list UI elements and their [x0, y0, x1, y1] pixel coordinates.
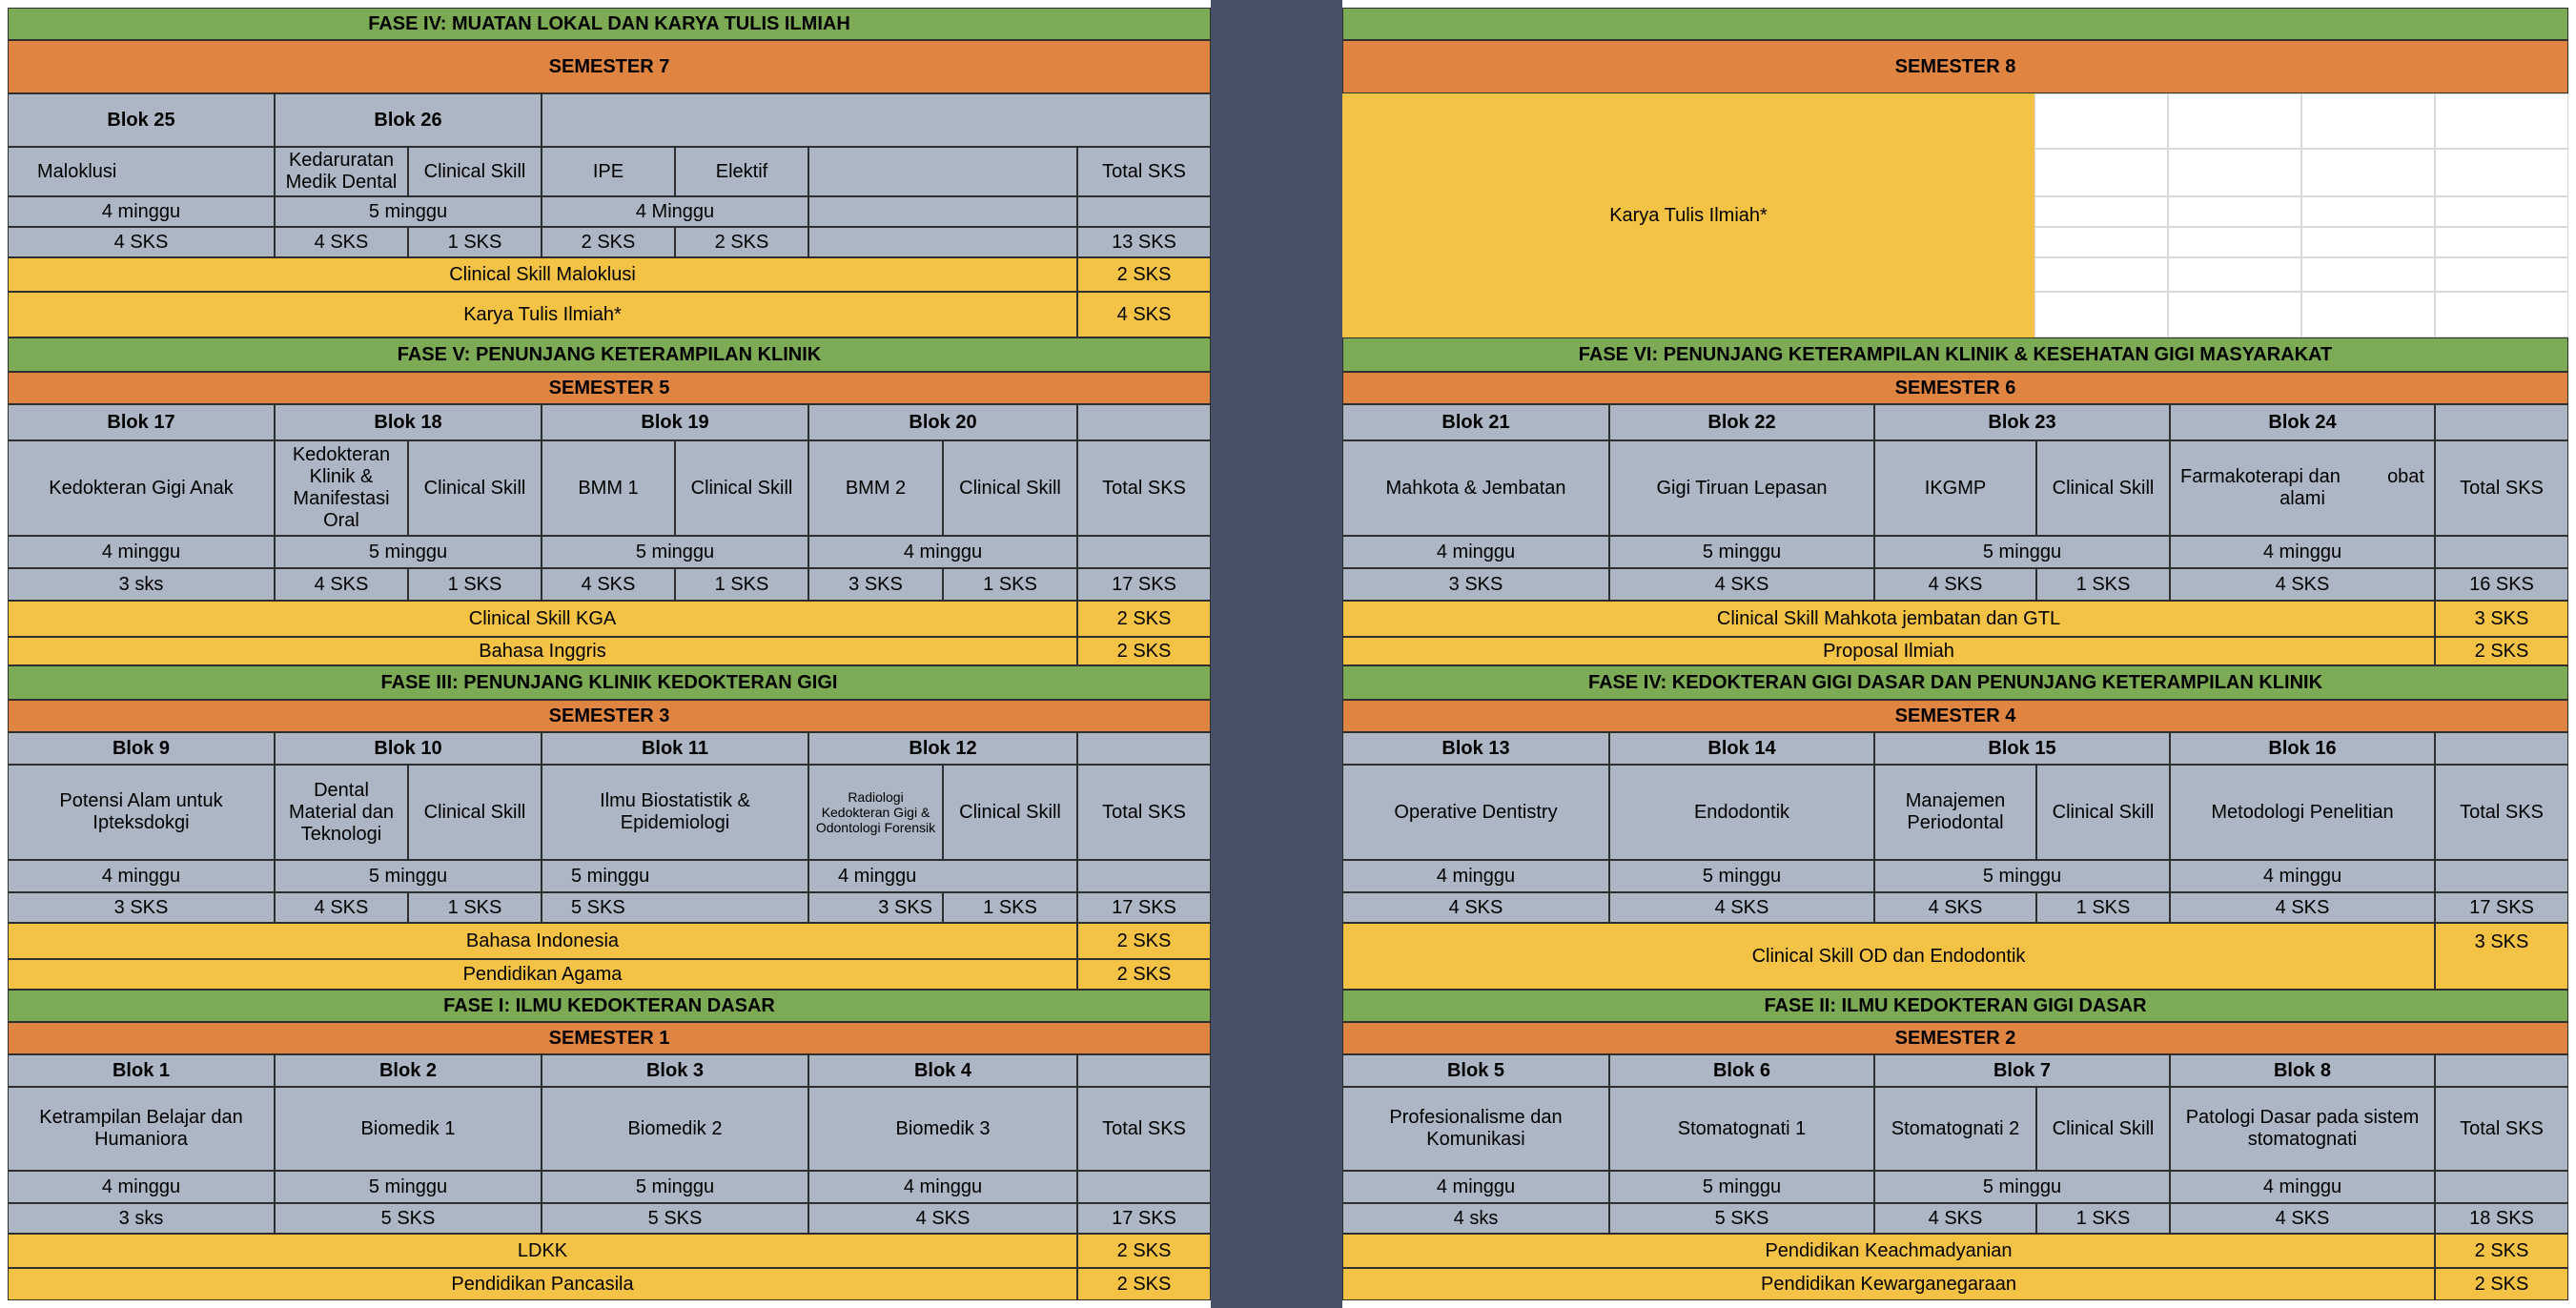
semester-header: SEMESTER 6 — [1342, 372, 2568, 404]
sks-cell: 4 SKS — [1609, 568, 1874, 601]
extra-course: Pendidikan Keachmadyanian — [1342, 1234, 2435, 1268]
week-cell: 4 minggu — [1342, 536, 1609, 568]
sks-total: 16 SKS — [2435, 568, 2568, 601]
week-cell-empty — [808, 196, 1077, 227]
course-cell: Mahkota & Jembatan — [1342, 440, 1609, 536]
sks-cell: 2 SKS — [542, 227, 675, 257]
course-cell: Clinical Skill — [408, 765, 542, 860]
sks-cell: 3 sks — [8, 1203, 275, 1234]
extra-course: Clinical Skill OD dan Endodontik — [1342, 923, 2435, 990]
empty-cell — [2301, 227, 2435, 257]
semester-header: SEMESTER 1 — [8, 1022, 1211, 1054]
block-header: Blok 14 — [1609, 732, 1874, 765]
phase-header: FASE V: PENUNJANG KETERAMPILAN KLINIK — [8, 337, 1211, 372]
week-cell: 5 minggu — [275, 196, 542, 227]
course-cell: BMM 2 — [808, 440, 943, 536]
block-header: Blok 17 — [8, 404, 275, 440]
empty-cell — [2301, 257, 2435, 292]
week-cell: 4 minggu — [1342, 1171, 1609, 1203]
week-cell: 4 minggu — [2170, 1171, 2435, 1203]
sks-cell: 1 SKS — [408, 227, 542, 257]
week-cell: 4 Minggu — [542, 196, 808, 227]
empty-cell — [2168, 93, 2301, 149]
course-cell: Biomedik 1 — [275, 1087, 542, 1171]
week-cell: 5 minggu — [1874, 860, 2170, 892]
course-text: Farmakoterapi dan — [2180, 466, 2341, 487]
course-cell — [2170, 440, 2435, 536]
extra-course: Pendidikan Agama — [8, 959, 1077, 990]
week-cell: 4 minggu — [808, 1171, 1077, 1203]
semester-header: SEMESTER 3 — [8, 700, 1211, 732]
week-cell-empty — [1077, 536, 1211, 568]
block-header: Blok 7 — [1874, 1054, 2170, 1087]
sks-total: 17 SKS — [1077, 568, 1211, 601]
course-cell: Kedaruratan Medik Dental — [275, 147, 408, 196]
sks-cell: 3 SKS — [8, 892, 275, 923]
sks-cell: 4 SKS — [2170, 892, 2435, 923]
week-cell-empty — [1077, 196, 1211, 227]
empty-cell — [2435, 149, 2568, 196]
phase-header-empty — [1342, 8, 2568, 40]
extra-sks: 2 SKS — [1077, 637, 1211, 665]
block-header: Blok 13 — [1342, 732, 1609, 765]
block-header: Blok 9 — [8, 732, 275, 765]
week-cell-empty — [2435, 860, 2568, 892]
empty-cell — [2301, 196, 2435, 227]
block-header: Blok 26 — [275, 93, 542, 147]
total-header: Total SKS — [1077, 147, 1211, 196]
course-cell: Dental Material dan Teknologi — [275, 765, 408, 860]
phase-header: FASE VI: PENUNJANG KETERAMPILAN KLINIK & KESEHATAN GIGI MASYARAKAT — [1342, 337, 2568, 372]
block-header: Blok 3 — [542, 1054, 808, 1087]
empty-cell — [2034, 227, 2168, 257]
week-cell: 5 minggu — [1609, 1171, 1874, 1203]
course-text: obat — [2387, 466, 2424, 487]
course-cell: IPE — [542, 147, 675, 196]
course-cell: Patologi Dasar pada sistem stomatognati — [2170, 1087, 2435, 1171]
week-cell: 4 minggu — [2170, 536, 2435, 568]
sks-cell: 4 SKS — [808, 1203, 1077, 1234]
week-cell: 4 minggu — [8, 536, 275, 568]
sks-cell: 4 SKS — [2170, 568, 2435, 601]
empty-cell — [2034, 196, 2168, 227]
sks-cell: 4 SKS — [2170, 1203, 2435, 1234]
week-cell: 4 minggu — [8, 196, 275, 227]
empty-cell — [2435, 292, 2568, 337]
empty-cell — [2168, 257, 2301, 292]
sks-cell: 4 SKS — [542, 568, 675, 601]
course-cell: Clinical Skill — [675, 440, 808, 536]
block-header: Blok 23 — [1874, 404, 2170, 440]
course-cell: Ilmu Biostatistik & Epidemiologi — [542, 765, 808, 860]
sks-cell: 5 SKS — [275, 1203, 542, 1234]
sks-cell-empty — [808, 227, 1077, 257]
sks-cell: 4 SKS — [1342, 892, 1609, 923]
block-header: Blok 6 — [1609, 1054, 1874, 1087]
block-header: Blok 4 — [808, 1054, 1077, 1087]
total-header: Total SKS — [2435, 1087, 2568, 1171]
week-cell: 5 minggu — [542, 536, 808, 568]
sks-cell: 3 SKS — [1342, 568, 1609, 601]
semester-header: SEMESTER 7 — [8, 40, 1211, 93]
empty-cell — [2301, 292, 2435, 337]
extra-sks: 2 SKS — [1077, 923, 1211, 959]
phase-header: FASE I: ILMU KEDOKTERAN DASAR — [8, 990, 1211, 1022]
course-cell: Clinical Skill — [943, 765, 1077, 860]
semester-header: SEMESTER 2 — [1342, 1022, 2568, 1054]
week-cell-empty — [1077, 1171, 1211, 1203]
course-cell: Manajemen Periodontal — [1874, 765, 2036, 860]
sks-total: 17 SKS — [1077, 1203, 1211, 1234]
week-cell: 4 minggu — [2170, 860, 2435, 892]
course-cell: Biomedik 2 — [542, 1087, 808, 1171]
empty-cell — [2168, 149, 2301, 196]
block-header-empty — [2435, 404, 2568, 440]
empty-cell — [2168, 292, 2301, 337]
block-header: Blok 5 — [1342, 1054, 1609, 1087]
total-header: Total SKS — [2435, 765, 2568, 860]
week-cell: 5 minggu — [275, 860, 542, 892]
block-header: Blok 16 — [2170, 732, 2435, 765]
extra-course: LDKK — [8, 1234, 1077, 1268]
week-cell: 5 minggu — [1874, 1171, 2170, 1203]
block-header: Blok 12 — [808, 732, 1077, 765]
course-cell-empty — [808, 147, 1077, 196]
extra-course: Pendidikan Pancasila — [8, 1268, 1077, 1300]
block-header: Blok 11 — [542, 732, 808, 765]
week-cell-empty — [1077, 860, 1211, 892]
block-header: Blok 22 — [1609, 404, 1874, 440]
sks-cell: 1 SKS — [943, 892, 1077, 923]
block-header: Blok 24 — [2170, 404, 2435, 440]
week-cell: 5 minggu — [542, 1171, 808, 1203]
sks-cell: 5 SKS — [542, 892, 808, 923]
course-cell: Elektif — [675, 147, 808, 196]
course-cell: Potensi Alam untuk Ipteksdokgi — [8, 765, 275, 860]
extra-sks: 3 SKS — [2435, 601, 2568, 637]
sks-cell: 4 SKS — [275, 227, 408, 257]
sks-cell: 1 SKS — [408, 568, 542, 601]
empty-cell — [2034, 257, 2168, 292]
sks-cell: 4 SKS — [1874, 1203, 2036, 1234]
course-cell: Ketrampilan Belajar dan Humaniora — [8, 1087, 275, 1171]
empty-cell — [2301, 149, 2435, 196]
course-cell: Clinical Skill — [408, 440, 542, 536]
extra-sks: 2 SKS — [1077, 257, 1211, 292]
block-header: Blok 10 — [275, 732, 542, 765]
course-cell: Stomatognati 1 — [1609, 1087, 1874, 1171]
extra-sks: 3 SKS — [2435, 923, 2568, 990]
extra-sks: 2 SKS — [2435, 1268, 2568, 1300]
week-cell: 5 minggu — [1609, 536, 1874, 568]
empty-cell — [2435, 257, 2568, 292]
total-header: Total SKS — [2435, 440, 2568, 536]
block-header-empty — [2435, 1054, 2568, 1087]
course-cell: Biomedik 3 — [808, 1087, 1077, 1171]
empty-cell — [2435, 227, 2568, 257]
sks-total: 17 SKS — [2435, 892, 2568, 923]
course-cell: IKGMP — [1874, 440, 2036, 536]
total-header: Total SKS — [1077, 440, 1211, 536]
course-cell: Metodologi Penelitian — [2170, 765, 2435, 860]
sks-cell: 1 SKS — [2036, 892, 2170, 923]
sks-cell: 4 sks — [1342, 1203, 1609, 1234]
block-header: Blok 25 — [8, 93, 275, 147]
center-divider — [1211, 0, 1342, 1308]
week-cell: 4 minggu — [808, 860, 1077, 892]
course-cell: Radiologi Kedokteran Gigi & Odontologi Forensik — [808, 765, 943, 860]
sks-total: 17 SKS — [1077, 892, 1211, 923]
course-cell: Kedokteran Klinik & Manifestasi Oral — [275, 440, 408, 536]
block-header-empty — [1077, 1054, 1211, 1087]
sks-cell: 1 SKS — [943, 568, 1077, 601]
week-cell: 4 minggu — [808, 536, 1077, 568]
sks-cell: 1 SKS — [408, 892, 542, 923]
extra-sks: 2 SKS — [1077, 1234, 1211, 1268]
semester-header: SEMESTER 5 — [8, 372, 1211, 404]
block-header: Blok 18 — [275, 404, 542, 440]
week-cell: 5 minggu — [542, 860, 808, 892]
sks-cell: 5 SKS — [1609, 1203, 1874, 1234]
block-header-empty — [1077, 404, 1211, 440]
sks-cell: 3 SKS — [808, 892, 943, 923]
week-cell: 5 minggu — [275, 536, 542, 568]
block-header: Blok 1 — [8, 1054, 275, 1087]
phase-header: FASE IV: KEDOKTERAN GIGI DASAR DAN PENUNJANG KETERAMPILAN KLINIK — [1342, 665, 2568, 700]
block-header-empty — [542, 93, 1211, 147]
sks-cell: 2 SKS — [675, 227, 808, 257]
empty-cell — [2301, 93, 2435, 149]
course-cell: Clinical Skill — [2036, 440, 2170, 536]
block-header: Blok 21 — [1342, 404, 1609, 440]
extra-course: Bahasa Indonesia — [8, 923, 1077, 959]
sks-cell: 1 SKS — [2036, 1203, 2170, 1234]
week-cell-empty — [2435, 1171, 2568, 1203]
semester-header: SEMESTER 8 — [1342, 40, 2568, 93]
course-text: alami — [2280, 488, 2325, 509]
course-cell: Stomatognati 2 — [1874, 1087, 2036, 1171]
week-cell: 5 minggu — [1609, 860, 1874, 892]
course-cell: Clinical Skill — [2036, 1087, 2170, 1171]
extra-sks: 4 SKS — [1077, 292, 1211, 337]
empty-cell — [2435, 196, 2568, 227]
course-cell: Endodontik — [1609, 765, 1874, 860]
phase-header: FASE III: PENUNJANG KLINIK KEDOKTERAN GIGI — [8, 665, 1211, 700]
total-header: Total SKS — [1077, 1087, 1211, 1171]
sks-cell: 4 SKS — [275, 568, 408, 601]
course-cell: Maloklusi — [8, 147, 275, 196]
sks-cell: 5 SKS — [542, 1203, 808, 1234]
course-cell: Gigi Tiruan Lepasan — [1609, 440, 1874, 536]
course-cell: Clinical Skill — [943, 440, 1077, 536]
kti-cell: Karya Tulis Ilmiah* — [1342, 93, 2034, 337]
extra-course: Clinical Skill Mahkota jembatan dan GTL — [1342, 601, 2435, 637]
sks-cell: 1 SKS — [2036, 568, 2170, 601]
empty-cell — [2034, 292, 2168, 337]
block-header: Blok 19 — [542, 404, 808, 440]
extra-course: Bahasa Inggris — [8, 637, 1077, 665]
block-header: Blok 20 — [808, 404, 1077, 440]
empty-cell — [2435, 93, 2568, 149]
block-header-empty — [1077, 732, 1211, 765]
sks-cell: 4 SKS — [1609, 892, 1874, 923]
extra-sks: 2 SKS — [1077, 601, 1211, 637]
extra-sks: 2 SKS — [1077, 1268, 1211, 1300]
sks-cell: 3 SKS — [808, 568, 943, 601]
week-cell-empty — [2435, 536, 2568, 568]
block-header: Blok 8 — [2170, 1054, 2435, 1087]
extra-sks: 2 SKS — [2435, 637, 2568, 665]
extra-sks: 2 SKS — [1077, 959, 1211, 990]
sks-cell: 4 SKS — [1874, 892, 2036, 923]
week-cell: 4 minggu — [1342, 860, 1609, 892]
semester-header: SEMESTER 4 — [1342, 700, 2568, 732]
block-header-empty — [2435, 732, 2568, 765]
week-cell: 5 minggu — [1874, 536, 2170, 568]
course-cell: Operative Dentistry — [1342, 765, 1609, 860]
extra-course: Karya Tulis Ilmiah* — [8, 292, 1077, 337]
course-cell: Profesionalisme dan Komunikasi — [1342, 1087, 1609, 1171]
block-header: Blok 15 — [1874, 732, 2170, 765]
extra-course: Proposal Ilmiah — [1342, 637, 2435, 665]
course-cell: Kedokteran Gigi Anak — [8, 440, 275, 536]
course-cell: Clinical Skill — [2036, 765, 2170, 860]
block-header: Blok 2 — [275, 1054, 542, 1087]
week-cell: 4 minggu — [8, 860, 275, 892]
sks-cell: 1 SKS — [675, 568, 808, 601]
empty-cell — [2034, 149, 2168, 196]
sks-cell: 4 SKS — [8, 227, 275, 257]
empty-cell — [2034, 93, 2168, 149]
extra-course: Clinical Skill KGA — [8, 601, 1077, 637]
total-header: Total SKS — [1077, 765, 1211, 860]
course-cell: BMM 1 — [542, 440, 675, 536]
extra-sks: 2 SKS — [2435, 1234, 2568, 1268]
sks-cell: 4 SKS — [1874, 568, 2036, 601]
empty-cell — [2168, 227, 2301, 257]
course-cell: Clinical Skill — [408, 147, 542, 196]
empty-cell — [2168, 196, 2301, 227]
sks-total: 18 SKS — [2435, 1203, 2568, 1234]
week-cell: 5 minggu — [275, 1171, 542, 1203]
sks-total: 13 SKS — [1077, 227, 1211, 257]
sks-cell: 4 SKS — [275, 892, 408, 923]
phase-header: FASE IV: MUATAN LOKAL DAN KARYA TULIS ILMIAH — [8, 8, 1211, 40]
week-cell: 4 minggu — [8, 1171, 275, 1203]
sks-cell: 3 sks — [8, 568, 275, 601]
phase-header: FASE II: ILMU KEDOKTERAN GIGI DASAR — [1342, 990, 2568, 1022]
extra-course: Clinical Skill Maloklusi — [8, 257, 1077, 292]
extra-course: Pendidikan Kewarganegaraan — [1342, 1268, 2435, 1300]
